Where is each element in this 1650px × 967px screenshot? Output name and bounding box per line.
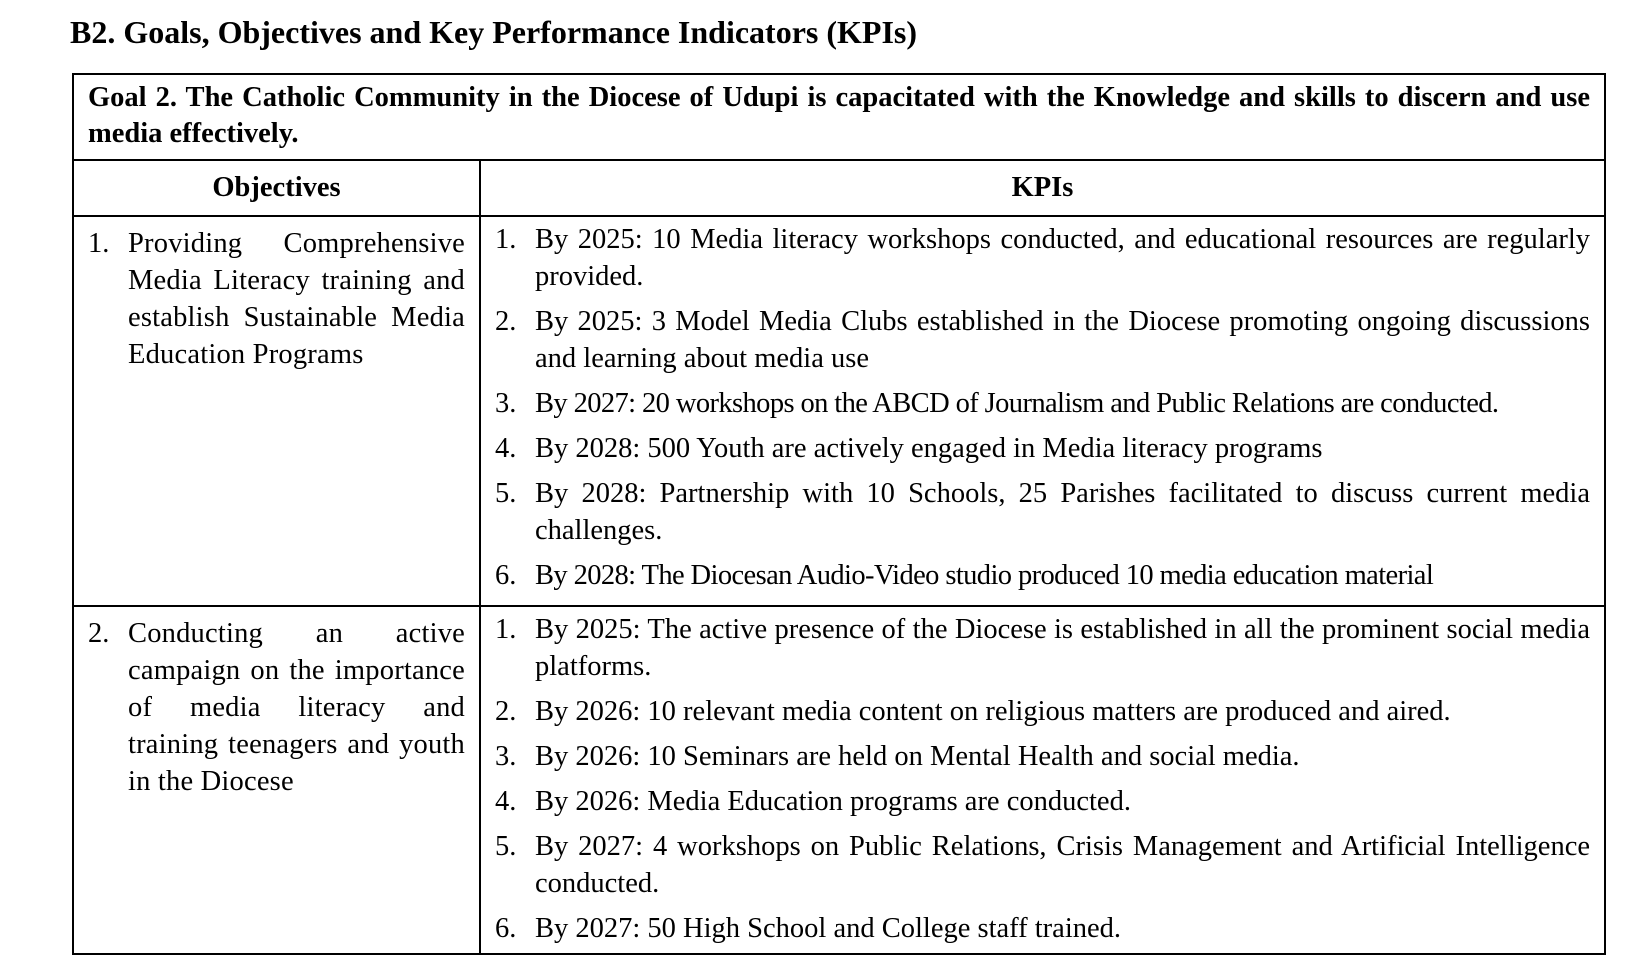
kpi-text: By 2026: 10 Seminars are held on Mental Health and social media.	[535, 741, 1300, 772]
kpi-text: By 2026: 10 relevant media content on religious matters are produced and aired.	[535, 696, 1451, 727]
kpi-number: 2.	[495, 306, 517, 337]
kpi-text: By 2027: 4 workshops on Public Relations, Crisis Management and Artificial Intelligence conducted.	[535, 831, 1590, 899]
goal-statement: Goal 2. The Catholic Community in the Diocese of Udupi is capacitated with the Knowledge and skills to discern and use media effectively.	[73, 74, 1605, 160]
kpi-item	[495, 557, 1590, 594]
kpi-text: By 2028: The Diocesan Audio-Video studio produced 10 media education material	[535, 560, 1434, 591]
objective-row	[73, 216, 1605, 606]
kpi-number: 1.	[495, 224, 517, 255]
kpi-number: 5.	[495, 478, 517, 509]
kpi-item	[495, 693, 1590, 730]
kpi-text: By 2027: 20 workshops on the ABCD of Journalism and Public Relations are conducted.	[535, 388, 1499, 419]
kpi-cell	[480, 606, 1605, 954]
kpi-text: By 2028: 500 Youth are actively engaged in Media literacy programs	[535, 433, 1323, 464]
kpi-item	[495, 430, 1590, 467]
kpi-item	[495, 738, 1590, 775]
kpi-number: 3.	[495, 741, 517, 772]
kpi-number: 6.	[495, 913, 517, 944]
objective-row	[73, 606, 1605, 954]
kpi-text: By 2025: The active presence of the Diocese is established in all the prominent social media platforms.	[535, 614, 1590, 682]
section-heading: B2. Goals, Objectives and Key Performance Indicators (KPIs)	[70, 14, 917, 50]
kpi-number: 3.	[495, 388, 517, 419]
kpi-item	[495, 783, 1590, 820]
objective-cell	[73, 606, 480, 954]
kpi-item	[495, 611, 1590, 685]
kpi-item	[495, 910, 1590, 947]
kpi-number: 4.	[495, 433, 517, 464]
kpi-text: By 2028: Partnership with 10 Schools, 25 Parishes facilitated to discuss current media challenges.	[535, 478, 1590, 546]
kpi-text: By 2025: 10 Media literacy workshops conducted, and educational resources are regularly provided.	[535, 224, 1590, 292]
objective-item	[88, 615, 465, 800]
kpi-item	[495, 828, 1590, 902]
kpi-item	[495, 475, 1590, 549]
objective-number: 1.	[88, 228, 110, 259]
objective-number: 2.	[88, 618, 110, 649]
kpi-item	[495, 221, 1590, 295]
kpi-number: 1.	[495, 614, 517, 645]
kpi-item	[495, 303, 1590, 377]
objective-item	[88, 225, 465, 373]
kpi-number: 2.	[495, 696, 517, 727]
kpi-item	[495, 385, 1590, 422]
kpi-cell	[480, 216, 1605, 606]
goals-kpi-table	[72, 73, 1606, 955]
kpi-text: By 2026: Media Education programs are conducted.	[535, 786, 1131, 817]
objective-text: Conducting an active campaign on the importance of media literacy and training teenagers and youth in the Diocese	[128, 618, 465, 797]
kpi-text: By 2027: 50 High School and College staff trained.	[535, 913, 1122, 944]
kpi-number: 6.	[495, 560, 517, 591]
kpi-number: 5.	[495, 831, 517, 862]
objective-cell	[73, 216, 480, 606]
kpi-number: 4.	[495, 786, 517, 817]
kpi-text: By 2025: 3 Model Media Clubs established in the Diocese promoting ongoing discussions and learning about media use	[535, 306, 1590, 374]
objective-text: Providing Comprehensive Media Literacy training and establish Sustainable Media Education Programs	[128, 228, 465, 370]
kpis-column-header: KPIs	[480, 160, 1605, 216]
objectives-column-header: Objectives	[73, 160, 480, 216]
